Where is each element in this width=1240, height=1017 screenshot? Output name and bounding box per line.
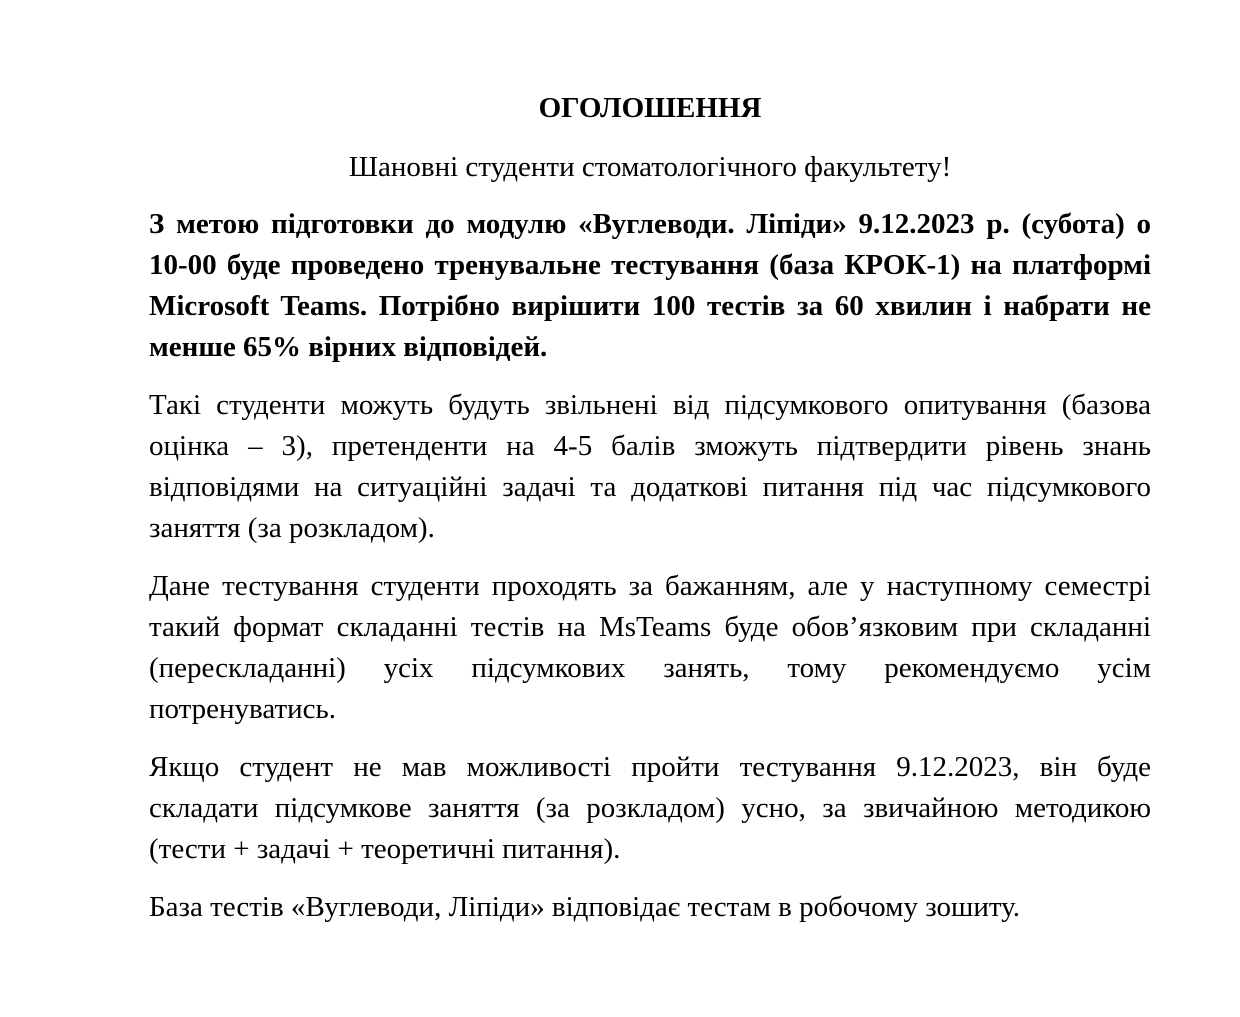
paragraph-test-base: База тестів «Вуглеводи, Ліпіди» відповідає тестам в робочому зошиту. (149, 891, 1020, 923)
paragraph-missed-test: Якщо студент не мав можливості пройти тестування 9.12.2023, він буде складати підсумкове заняття (за розкладом) усно, за звичайною методикою (тести + задачі + теоретичні питання). (149, 751, 1151, 865)
announcement-title: ОГОЛОШЕННЯ (538, 92, 762, 124)
paragraph-exemption: Такі студенти можуть будуть звільнені від підсумкового опитування (базова оцінка – 3), претенденти на 4-5 балів зможуть підтвердити рівень знань відповідями на ситуаційні задачі та додаткові питання під час підсумкового заняття (за розкладом). (149, 389, 1151, 544)
greeting-line: Шановні студенти стоматологічного факультету! (348, 151, 952, 183)
paragraph-training-test: З метою підготовки до модулю «Вуглеводи. Ліпіди» 9.12.2023 р. (субота) о 10-00 буде проведено тренувальне тестування (база КРОК-1) на платформі Microsoft Teams. Потрібно вирішити 100 тестів за 60 хвилин і набрати не менше 65% вірних відповідей. (149, 208, 1151, 363)
paragraph-voluntary: Дане тестування студенти проходять за бажанням, але у наступному семестрі такий формат складанні тестів на MsTeams буде обов’язковим при складанні (перескладанні) усіх підсумкових занять, тому рекомендуємо усім потренуватись. (149, 570, 1151, 725)
